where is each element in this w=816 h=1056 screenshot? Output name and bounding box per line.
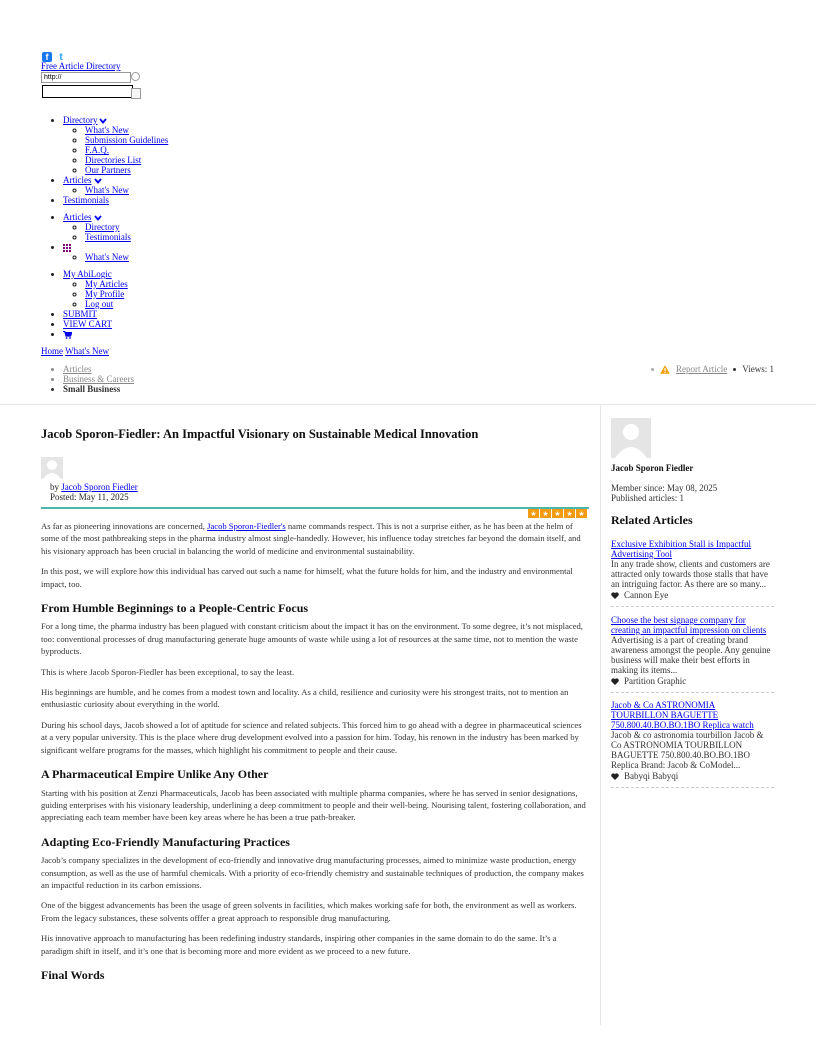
- heart-icon: [611, 592, 619, 599]
- heart-icon: [611, 773, 619, 780]
- rating-stars[interactable]: [528, 509, 587, 518]
- article-body: [41, 520, 589, 987]
- related-article-title[interactable]: Choose the best signage company for creating an impactful impression on clients: [611, 615, 767, 635]
- site-link[interactable]: Free Article Directory: [41, 61, 121, 71]
- related-article-excerpt: In any trade show, clients and customers are attracted only towards those stalls that have an intriguing factor. As there are so many...: [611, 559, 770, 589]
- nav-submit: [63, 309, 128, 319]
- sidebar-author-meta: [611, 483, 717, 503]
- star-icon[interactable]: ★: [528, 509, 539, 518]
- nav-articles-2: [63, 212, 131, 242]
- by-prefix: by: [50, 482, 59, 492]
- breadcrumb-current: • Small Business: [63, 384, 134, 394]
- member-since: Member since: May 08, 2025: [611, 483, 718, 493]
- nav-item: [85, 299, 128, 309]
- secondary-nav: [41, 212, 131, 262]
- byline: [50, 482, 138, 502]
- breadcrumb: [41, 364, 134, 394]
- cart-icon[interactable]: [63, 331, 72, 339]
- nav-grid-whats-new[interactable]: What's New: [85, 252, 129, 262]
- nav-our-partners[interactable]: Our Partners: [85, 165, 131, 175]
- nav-cart: [63, 329, 128, 339]
- nav-item: [85, 145, 168, 155]
- nav-articles-2-link[interactable]: Articles: [63, 212, 92, 222]
- warning-icon: [660, 365, 670, 374]
- bullet: [651, 368, 654, 371]
- related-article-author: [611, 676, 774, 686]
- paragraph: Starting with his position at Zenzi Pharmaceuticals, Jacob has been associated with multiple pharma companies, where he has served in senior designations, guiding enterprises with his visionary leadership, underlining a deep commitment to people and their well-being. Nourising talent, fostering collaboration, and appreciating each team member have been key areas where he has been a true path-breaker.: [41, 787, 586, 823]
- search-button[interactable]: [131, 88, 141, 99]
- grid-icon[interactable]: [63, 244, 71, 252]
- nav-item: [85, 125, 168, 135]
- section-heading: From Humble Beginnings to a People-Centric Focus: [41, 601, 309, 616]
- paragraph: [41, 520, 589, 557]
- related-article-author: [611, 590, 774, 600]
- author-inline-link[interactable]: Jacob Sporon-Fiedler's: [207, 521, 286, 531]
- nav-item: [85, 289, 128, 299]
- separator: [611, 692, 774, 693]
- nav-item: [85, 155, 168, 165]
- nav-item: [85, 135, 168, 145]
- breadcrumb-business-careers[interactable]: Business & Careers: [63, 374, 134, 384]
- nav-testimonials: [63, 195, 168, 205]
- article-title: Jacob Sporon-Fiedler: An Impactful Visionary on Sustainable Medical Innovation: [41, 427, 479, 441]
- article-tools: [651, 364, 774, 374]
- separator: [611, 787, 774, 788]
- related-author-name: Cannon Eye: [624, 590, 669, 600]
- section-heading: A Pharmaceutical Empire Unlike Any Other: [41, 767, 269, 782]
- paragraph: For a long time, the pharma industry has been plagued with constant criticism about the impact it has on the environment. To some degree, it’s not misplaced, too: conventional processes of drug manufacturing generate huge amounts of waste while using a lot of resources at the same time, not to mention the waste byproducts.: [41, 621, 583, 657]
- paragraph: One of the biggest advancements has been the usage of green solvents in facilities, which makes working safe for both, the environment as well as workers. From the legacy substances, these solvents offfer a great approach to responsible drug manufacturing.: [41, 900, 577, 923]
- star-icon[interactable]: ★: [576, 509, 587, 518]
- heart-icon: [611, 678, 619, 685]
- nav-submission-guidelines[interactable]: Submission Guidelines: [85, 135, 169, 145]
- paragraph: His innovative approach to manufacturing has been redefining industry standards, inspiring other companies in the same domain to do the same. It’s a paradigm shift in itself, and it’s one that is becoming more and more evident as we proceed to a new future.: [41, 933, 557, 956]
- report-article-link[interactable]: Report Article: [676, 364, 728, 374]
- nav-articles-whats-new[interactable]: What's New: [85, 185, 129, 195]
- text: As far as pioneering innovations are concerned,: [41, 521, 208, 531]
- breadcrumb-whats-new[interactable]: What's New: [65, 346, 109, 356]
- related-author-name: Partition Graphic: [624, 676, 687, 686]
- related-article: [611, 539, 774, 600]
- nav-item: [85, 232, 131, 242]
- twitter-icon[interactable]: t: [59, 51, 63, 63]
- related-article-excerpt: Advertising is a part of creating brand awareness amongst the people. Any genuine business will make their best efforts in making its items...: [611, 635, 771, 675]
- breadcrumb-home[interactable]: Home: [41, 346, 63, 356]
- sidebar-author-name: Jacob Sporon Fiedler: [611, 463, 694, 473]
- section-heading: Final Words: [41, 967, 105, 982]
- nav-log-out[interactable]: Log out: [85, 299, 114, 309]
- nav-my-articles[interactable]: My Articles: [85, 279, 128, 289]
- breadcrumb-articles[interactable]: Articles: [63, 364, 92, 374]
- separator: [611, 606, 774, 607]
- paragraph: During his school days, Jacob showed a lot of aptitude for science and related subjects. This forced him to go ahead with a degree in pharmaceutical sciences at a very popular university. This is the place where drug development evolved into a passion for him. Today, his renown in the industry has been marked by significant welfare programs for the masses, which highlight his commitment to people and their cause.: [41, 719, 582, 755]
- related-article-author: [611, 771, 774, 781]
- facebook-icon[interactable]: f: [42, 52, 52, 62]
- related-author-name: Babyqi Babyqi: [624, 771, 679, 781]
- url-radio[interactable]: [131, 72, 140, 81]
- star-icon[interactable]: ★: [540, 509, 551, 518]
- nav-testimonials-2[interactable]: Testimonials: [85, 232, 131, 242]
- url-input[interactable]: [41, 72, 131, 83]
- account-nav: [41, 269, 128, 339]
- related-article-title[interactable]: Exclusive Exhibition Stall is Impactful Advertising Tool: [611, 539, 751, 559]
- nav-directories-list[interactable]: Directories List: [85, 155, 142, 165]
- related-heading: Related Articles: [611, 513, 693, 527]
- related-article: [611, 700, 774, 781]
- nav-view-cart-link[interactable]: VIEW CART: [63, 319, 113, 329]
- related-article: [611, 615, 774, 686]
- related-article-excerpt: Jacob & co astronomia tourbillon Jacob & Co ASTRONOMIA TOURBILLON BAGUETTE 750.800.40.BO.BO.1BO Replica Brand: Jacob & CoModel...: [611, 730, 764, 770]
- author-avatar: [41, 457, 63, 479]
- published-count: Published articles: 1: [611, 493, 684, 503]
- nav-grid: [63, 242, 131, 262]
- nav-faq[interactable]: F.A.Q.: [85, 145, 110, 155]
- chevron-down-icon[interactable]: [94, 178, 102, 184]
- column-divider: [600, 405, 601, 1025]
- paragraph: This is where Jacob Sporon-Fiedler has been exceptional, to say the least.: [41, 666, 295, 677]
- posted-date: Posted: May 11, 2025: [50, 492, 129, 502]
- nav-directory-2[interactable]: Directory: [85, 222, 120, 232]
- nav-item: [85, 185, 168, 195]
- nav-my-profile[interactable]: My Profile: [85, 289, 125, 299]
- breadcrumb-item: [63, 374, 134, 384]
- paragraph: His beginnings are humble, and he comes from a modest town and locality. As a child, resilience and curiosity were his strongest traits, not to mention an enthusiastic curiosity about everything in the world.: [41, 687, 569, 710]
- nav-item: [85, 222, 131, 232]
- main-nav: [41, 115, 168, 205]
- user-silhouette-icon: [41, 457, 63, 479]
- views-count: Views: 1: [742, 364, 774, 374]
- breadcrumb-item: [63, 364, 134, 374]
- chevron-down-icon[interactable]: [99, 118, 107, 124]
- chevron-down-icon[interactable]: [94, 215, 102, 221]
- nav-my-abilogic: [63, 269, 128, 309]
- nav-item: [85, 279, 128, 289]
- nav-articles: [63, 175, 168, 195]
- breadcrumb-top: [41, 346, 109, 356]
- star-icon[interactable]: ★: [552, 509, 563, 518]
- nav-item: [85, 252, 131, 262]
- related-article-title[interactable]: Jacob & Co ASTRONOMIA TOURBILLON BAGUETTE 750.800.40.BO.BO.1BO Replica watch: [611, 700, 754, 730]
- nav-item: [85, 165, 168, 175]
- divider: [0, 404, 816, 405]
- search-input[interactable]: [42, 85, 133, 98]
- title-rule: [41, 507, 589, 509]
- nav-directory: [63, 115, 168, 175]
- author-link[interactable]: Jacob Sporon Fiedler: [61, 482, 138, 492]
- sidebar-author-avatar: [611, 418, 651, 458]
- paragraph: Jacob’s company specializes in the development of eco-friendly and innovative drug manufacturing processes, aimed to minimize waste production, energy consumption, as well as the use of harmful chemicals. With a priority of eco-friendly chemistry and sustainable techniques of production, the company makes an impactful reduction in its carbon emissions.: [41, 855, 584, 890]
- section-heading: Adapting Eco-Friendly Manufacturing Practices: [41, 834, 290, 849]
- nav-view-cart: [63, 319, 128, 329]
- nav-whats-new[interactable]: What's New: [85, 125, 129, 135]
- nav-testimonials-link[interactable]: Testimonials: [63, 195, 109, 205]
- nav-directory-link[interactable]: Directory: [63, 115, 98, 125]
- user-silhouette-icon: [611, 418, 651, 458]
- text: name commands respect. This is not a surprise either, as he has been at the helm of some of the most pathbreaking steps in the pharma industry almost single-handedly. However, his influence today stretches far beyond the domain itself, and his visionary approach has been crucial in balancing the world of medicine and environmental sustainability.: [41, 521, 581, 556]
- bullet: [733, 368, 736, 371]
- nav-articles-link[interactable]: Articles: [63, 175, 92, 185]
- star-icon[interactable]: ★: [564, 509, 575, 518]
- nav-submit-link[interactable]: SUBMIT: [63, 309, 98, 319]
- nav-my-abilogic-link[interactable]: My AbiLogic: [63, 269, 112, 279]
- paragraph: In this post, we will explore how this individual has carved out such a name for himself, what the future holds for him, and the industry and environmental impact, too.: [41, 566, 573, 589]
